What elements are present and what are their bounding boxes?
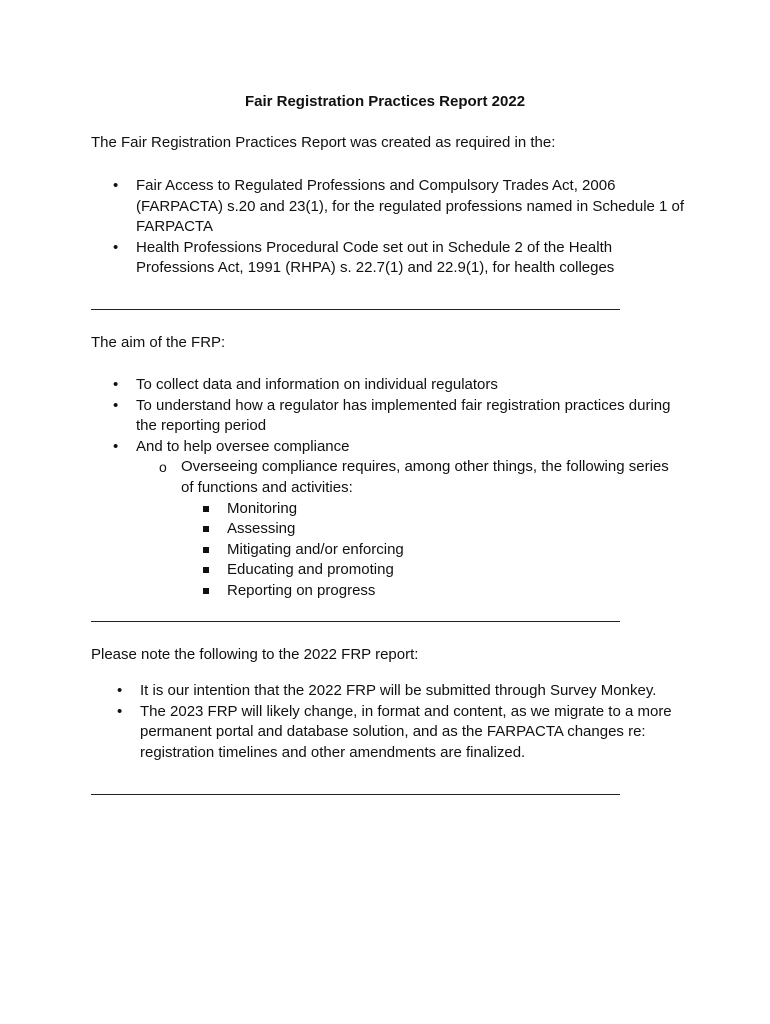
- bullet-icon: •: [113, 396, 119, 414]
- list-item-text: To understand how a regulator has implemented fair registration practices during the reporting period: [136, 396, 671, 435]
- function-item: [0, 540, 681, 561]
- list-item-text: It is our intention that the 2022 FRP will be submitted through Survey Monkey.: [140, 682, 657, 699]
- list-item-text: The 2023 FRP will likely change, in format and content, as we migrate to a more permanent portal and database solution, and as the FARPACTA changes re: registration timelines and other amendments are finalized.: [140, 702, 672, 761]
- list-item-text: Fair Access to Regulated Professions and Compulsory Trades Act, 2006 (FARPACTA) s.20 and 23(1), for the regulated professions named in Schedule 1 of FARPACTA: [136, 177, 685, 236]
- page-title: Fair Registration Practices Report 2022: [244, 93, 526, 110]
- function-item-text: Monitoring: [227, 499, 298, 517]
- list-item: [0, 681, 680, 702]
- list-item-text: Health Professions Procedural Code set out in Schedule 2 of the Health Professions Act, 1991 (RHPA) s. 22.7(1) and 22.9(1), for health colleges: [136, 238, 615, 277]
- list-item-text: And to help oversee compliance: [136, 437, 350, 455]
- bullet-icon: •: [113, 238, 119, 256]
- horizontal-rule: [91, 794, 620, 795]
- bullet-icon: •: [117, 702, 123, 720]
- square-bullet-icon: [203, 588, 209, 594]
- note-heading: Please note the following to the 2022 FRP report:: [91, 646, 419, 663]
- list-item: [0, 375, 686, 396]
- bullet-icon: •: [113, 376, 119, 393]
- intro-list: [0, 176, 686, 279]
- circle-bullet-icon: o: [159, 459, 167, 476]
- function-item-text: Assessing: [227, 520, 296, 538]
- sub-list: [136, 457, 686, 601]
- list-item-text: To collect data and information on individual regulators: [136, 376, 498, 393]
- list-item: [0, 238, 686, 279]
- function-item-text: Educating and promoting: [227, 561, 394, 579]
- sub-list-item-text: Overseeing compliance requires, among other things, the following series of functions and activities:: [181, 458, 669, 496]
- function-item-text: Mitigating and/or enforcing: [227, 540, 404, 558]
- bullet-icon: •: [113, 437, 119, 455]
- function-item: [0, 519, 681, 540]
- function-item-text: Reporting on progress: [227, 581, 376, 599]
- function-item: [0, 560, 681, 581]
- list-item: [0, 176, 686, 238]
- horizontal-rule: [91, 309, 620, 310]
- bullet-icon: •: [113, 177, 119, 194]
- list-item: [0, 702, 680, 764]
- square-bullet-icon: [203, 547, 209, 553]
- note-list: [0, 681, 680, 763]
- function-item: [0, 581, 681, 602]
- intro-paragraph: The Fair Registration Practices Report was created as required in the:: [91, 134, 556, 151]
- aim-list: [0, 375, 686, 602]
- square-bullet-icon: [203, 506, 209, 512]
- bullet-icon: •: [117, 682, 123, 699]
- sub-list-item: [0, 457, 681, 601]
- list-item: [0, 396, 686, 437]
- square-bullet-icon: [203, 567, 209, 573]
- function-item: [0, 499, 681, 520]
- horizontal-rule: [91, 621, 620, 622]
- aim-heading: The aim of the FRP:: [91, 334, 226, 351]
- functions-list: [181, 499, 681, 602]
- square-bullet-icon: [203, 526, 209, 532]
- list-item: [0, 437, 686, 602]
